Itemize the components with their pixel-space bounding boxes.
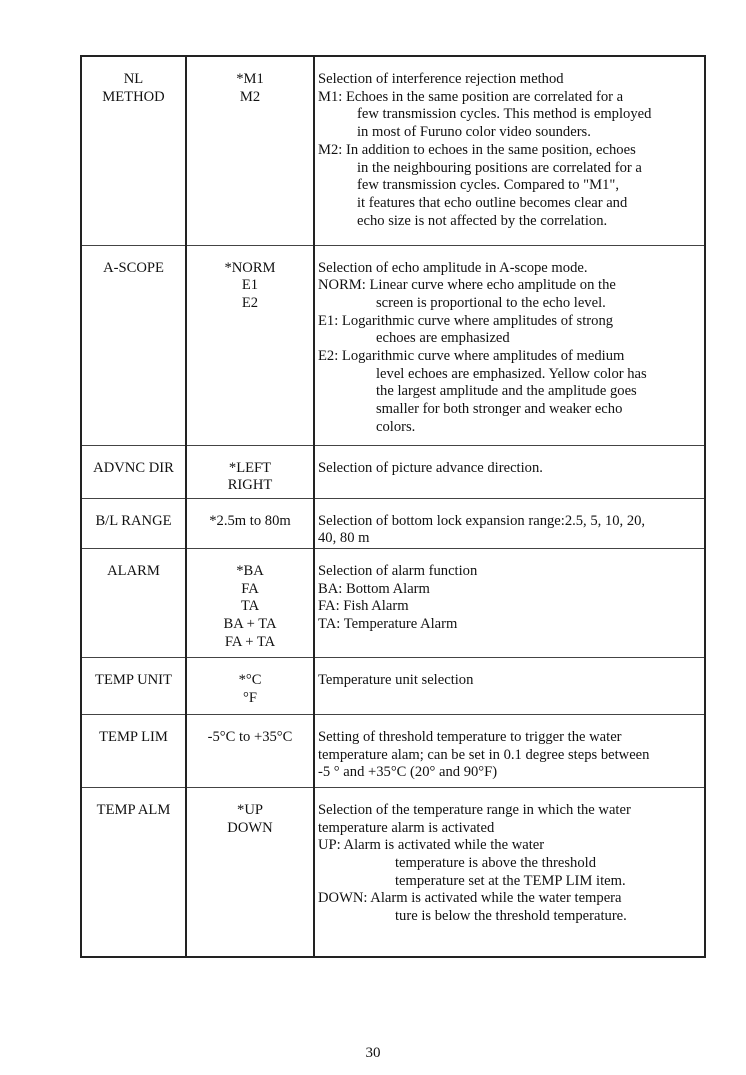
- menu-item-description-line: Selection of bottom lock expansion range:2.5, 5, 10, 20,: [318, 512, 646, 529]
- menu-item-description-line: Selection of interference rejection method: [318, 71, 564, 87]
- menu-item-description-line: NORM: Linear curve where echo amplitude on the: [318, 277, 616, 294]
- menu-item-description-line: smaller for both stronger and weaker echo: [376, 401, 623, 418]
- menu-item-description-line: 40, 80 m: [318, 530, 370, 547]
- menu-item-settings-line: E2: [241, 294, 259, 311]
- page-number: 30: [365, 1045, 381, 1061]
- menu-item-description-line: BA: Bottom Alarm: [318, 580, 430, 597]
- menu-item-settings: [186, 445, 314, 498]
- menu-item-description-line: ture is below the threshold temperature.: [395, 908, 627, 925]
- menu-item-name-line: TEMP LIM: [99, 728, 168, 745]
- menu-item-description-line: the largest amplitude and the amplitude goes: [376, 383, 637, 400]
- menu-item-settings-line: M2: [239, 88, 261, 105]
- menu-item-description-line: echoes are emphasized: [376, 330, 510, 347]
- table-row: [81, 548, 705, 657]
- menu-item-settings-line: BA + TA: [223, 616, 277, 633]
- menu-item-settings: [186, 245, 314, 445]
- menu-item-description-line: Temperature unit selection: [318, 671, 474, 688]
- table-row: [81, 245, 705, 445]
- menu-item-description-line: few transmission cycles. Compared to "M1",: [357, 177, 619, 194]
- menu-item-description-line: FA: Fish Alarm: [318, 598, 409, 615]
- menu-item-description: [314, 657, 705, 714]
- table-row: [81, 787, 705, 957]
- menu-item-settings: [186, 56, 314, 245]
- menu-item-name: [81, 445, 186, 498]
- menu-item-description-line: in the neighbouring positions are correlated for a: [357, 159, 642, 176]
- menu-item-name-line: TEMP UNIT: [95, 671, 172, 688]
- menu-item-description-line: echo size is not affected by the correlation.: [357, 212, 608, 229]
- menu-item-description-line: Selection of alarm function: [318, 562, 478, 579]
- menu-item-description: [314, 56, 705, 245]
- table-row: [81, 445, 705, 498]
- menu-item-name-line: METHOD: [102, 88, 165, 105]
- menu-item-name: [81, 548, 186, 657]
- menu-item-description-line: in most of Furuno color video sounders.: [357, 124, 591, 141]
- menu-item-description-line: TA: Temperature Alarm: [318, 616, 458, 633]
- menu-item-settings-line: FA: [241, 580, 259, 597]
- menu-item-name: [81, 657, 186, 714]
- menu-item-description-line: M2: In addition to echoes in the same position, echoes: [318, 141, 636, 158]
- menu-item-description-line: temperature alam; can be set in 0.1 degree steps between: [318, 746, 650, 763]
- menu-item-settings-line: E1: [241, 277, 259, 294]
- menu-item-settings-line: RIGHT: [227, 477, 273, 494]
- menu-item-description: [314, 498, 705, 548]
- menu-item-name: [81, 787, 186, 957]
- menu-item-settings-line: DOWN: [227, 819, 273, 836]
- menu-item-description-line: UP: Alarm is activated while the water: [318, 837, 545, 854]
- menu-item-settings: [186, 548, 314, 657]
- menu-item-description: [314, 787, 705, 957]
- menu-item-name-line: NL: [123, 71, 144, 87]
- menu-item-description-line: -5 ° and +35°C (20° and 90°F): [318, 764, 498, 781]
- menu-item-settings: [186, 498, 314, 548]
- menu-item-settings-line: °F: [243, 689, 257, 706]
- menu-item-settings: [186, 787, 314, 957]
- menu-item-settings-line: *NORM: [224, 259, 276, 276]
- menu-item-description-line: temperature set at the TEMP LIM item.: [395, 872, 626, 889]
- menu-item-settings-line: *M1: [236, 71, 264, 87]
- menu-item-description: [314, 445, 705, 498]
- menu-item-description: [314, 245, 705, 445]
- menu-item-description-line: Selection of picture advance direction.: [318, 459, 543, 476]
- menu-item-name-line: A-SCOPE: [103, 259, 164, 276]
- menu-item-description-line: Selection of the temperature range in which the water: [318, 801, 631, 818]
- menu-item-settings-line: *2.5m to 80m: [209, 512, 291, 529]
- menu-item-settings-line: *UP: [237, 801, 263, 818]
- menu-item-description-line: Setting of threshold temperature to trigger the water: [318, 728, 622, 745]
- menu-item-description-line: E2: Logarithmic curve where amplitudes of medium: [318, 348, 625, 365]
- menu-item-name-line: B/L RANGE: [95, 512, 172, 529]
- menu-item-name-line: TEMP ALM: [96, 801, 171, 818]
- table-row: [81, 56, 705, 245]
- menu-item-description-line: temperature is above the threshold: [395, 855, 596, 872]
- menu-item-description-line: M1: Echoes in the same position are correlated for a: [318, 88, 624, 105]
- menu-item-description-line: colors.: [376, 418, 416, 435]
- menu-item-name: [81, 498, 186, 548]
- table-row: [81, 498, 705, 548]
- menu-item-name-line: ADVNC DIR: [93, 459, 174, 476]
- menu-item-description-line: few transmission cycles. This method is employed: [357, 106, 652, 123]
- menu-item-description-line: screen is proportional to the echo level.: [376, 294, 606, 311]
- menu-item-settings: [186, 657, 314, 714]
- menu-item-description-line: level echoes are emphasized. Yellow color has: [376, 365, 647, 382]
- menu-item-settings: [186, 714, 314, 787]
- menu-item-settings-line: TA: [240, 598, 260, 615]
- menu-item-description-line: it features that echo outline becomes clear and: [357, 194, 628, 211]
- menu-item-description-line: E1: Logarithmic curve where amplitudes of strong: [318, 312, 614, 329]
- menu-item-settings-line: FA + TA: [224, 633, 276, 650]
- menu-item-settings-line: *BA: [236, 562, 264, 579]
- table-row: [81, 714, 705, 787]
- menu-item-name: [81, 714, 186, 787]
- menu-item-name: [81, 56, 186, 245]
- menu-item-description-line: temperature alarm is activated: [318, 819, 495, 836]
- menu-item-settings-line: *°C: [238, 671, 262, 688]
- menu-item-name: [81, 245, 186, 445]
- menu-item-settings-line: *LEFT: [228, 459, 272, 476]
- menu-item-settings-line: -5°C to +35°C: [207, 728, 293, 745]
- table-row: [81, 657, 705, 714]
- menu-item-description-line: Selection of echo amplitude in A-scope mode.: [318, 259, 588, 276]
- menu-settings-table: [80, 55, 706, 958]
- menu-item-description: [314, 548, 705, 657]
- menu-item-description: [314, 714, 705, 787]
- menu-item-name-line: ALARM: [107, 562, 160, 579]
- menu-item-description-line: DOWN: Alarm is activated while the water tempera: [318, 890, 622, 907]
